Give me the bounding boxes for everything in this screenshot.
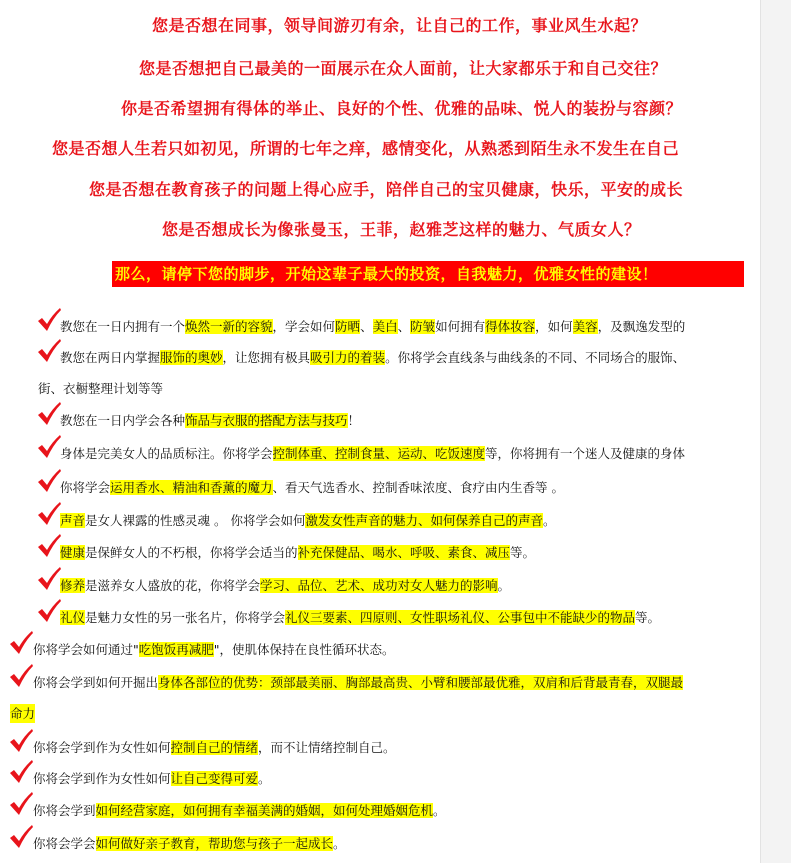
headline: 您是否想人生若只如初见，所谓的七年之痒，感情变化，从熟悉到陌生永不发生在自己	[52, 139, 680, 158]
highlighted-text: 学习、品位、艺术、成功对女人魅力的影响	[260, 578, 498, 593]
headline: 您是否想成长为像张曼玉，王菲，赵雅芝这样的魅力、气质女人？	[162, 220, 641, 239]
list-item-text	[60, 608, 760, 627]
red-checkmark-icon	[36, 598, 62, 624]
highlighted-text: 让自己变得可爱	[170, 771, 259, 786]
text-segment: ！	[347, 413, 361, 428]
highlighted-text: 声音	[60, 513, 86, 528]
text-segment: 。	[497, 578, 511, 593]
vertical-scrollbar[interactable]	[760, 0, 791, 863]
text-segment: 是魅力女性的另一张名片，你将学会	[85, 610, 286, 625]
list-item-text	[60, 348, 760, 367]
highlighted-text: 美容	[572, 319, 598, 334]
text-segment: 教您在两日内掌握	[60, 350, 161, 365]
list-item-text	[60, 576, 760, 595]
text-segment: 是女人裸露的性感灵魂 。 你将学会如何	[85, 513, 306, 528]
list-item-text	[60, 511, 760, 530]
text-segment: 。	[258, 771, 271, 786]
highlighted-text: ，帮助您与孩子一起成长	[195, 836, 334, 851]
text-segment: ，如何	[535, 319, 573, 334]
text-segment: ，让您拥有极具	[222, 350, 311, 365]
text-segment: 。你将学会直线条与曲线条的不同、不同场合的服饰、	[385, 350, 686, 365]
red-checkmark-icon	[36, 566, 62, 592]
text-segment: 、看天气选香水、控制香味浓度、食疗由内生香等 。	[272, 480, 565, 495]
list-item	[0, 348, 760, 396]
list-item-text	[33, 834, 760, 853]
highlighted-text: 控制自己的情绪	[170, 740, 259, 755]
text-segment: 等。	[510, 545, 536, 560]
text-segment: 、	[360, 319, 373, 334]
highlighted-text: 礼仪三要素、四原则、女性职场礼仪、公事包中不能缺少的物品	[285, 610, 636, 625]
red-checkmark-icon	[8, 663, 34, 689]
text-segment: ，及飘逸发型的	[597, 319, 686, 334]
text-segment: 你将会学到作为女性如何	[33, 740, 171, 755]
text-segment: "，使肌体保持在良性循环状态。	[213, 642, 395, 657]
highlighted-text: 美白	[372, 319, 398, 334]
text-segment: 是保鲜女人的不朽根，你将学会适当的	[85, 545, 298, 560]
red-checkmark-icon	[36, 307, 62, 333]
headline: 你是否希望拥有得体的举止、良好的个性、优雅的品味、悦人的装扮与容颜？	[121, 99, 683, 118]
text-segment: 教您在一日内拥有一个	[60, 319, 186, 334]
highlighted-text: 得体妆容	[485, 319, 536, 334]
highlighted-text: 焕然一新的容貌	[185, 319, 273, 334]
red-checkmark-icon	[36, 401, 62, 427]
highlighted-text: 吃饱饭再减肥	[138, 642, 214, 657]
red-checkmark-icon	[8, 791, 34, 817]
text-segment: 你将学会	[60, 480, 111, 495]
list-item-text-continued: 街、衣橱整理计划等等	[38, 381, 164, 396]
highlighted-text: 激发女性声音的魅力、如何保养自己的声音	[305, 513, 543, 528]
headline: 您是否想在教育孩子的问题上得心应手，陪伴自己的宝贝健康，快乐，平安的成长	[89, 180, 684, 199]
text-segment: 如何拥有	[435, 319, 486, 334]
text-segment: ，学会如何	[272, 319, 336, 334]
list-item-text	[33, 738, 760, 757]
headline: 您是否想把自己最美的一面展示在众人面前，让大家都乐于和自己交往？	[139, 59, 668, 78]
text-segment: 。	[542, 513, 556, 528]
call-to-action-banner: 那么，请停下您的脚步，开始这辈子最大的投资，自我魅力，优雅女性的建设！	[112, 261, 744, 287]
text-segment: ，而不让情绪控制自己。	[258, 740, 396, 755]
red-checkmark-icon	[36, 501, 62, 527]
list-item-text	[33, 673, 760, 692]
text-segment: 、	[397, 319, 411, 334]
text-segment: 你将会学到作为女性如何	[33, 771, 171, 786]
list-item-text	[60, 478, 760, 497]
list-item-text	[60, 411, 760, 430]
highlighted-text: 吸引力的着装	[310, 350, 386, 365]
highlighted-text: 如何经营家庭，如何拥有幸福美满的婚姻，如何处理婚姻危机	[95, 803, 434, 818]
text-segment: 身体是完美女人的品质标注。你将学会	[60, 446, 273, 461]
red-checkmark-icon	[8, 759, 34, 785]
headline: 您是否想在同事，领导间游刃有余，让自己的工作，事业风生水起？	[152, 16, 648, 35]
red-checkmark-icon	[36, 468, 62, 494]
highlighted-text: 礼仪	[60, 610, 86, 625]
highlighted-text: 健康	[60, 545, 86, 560]
highlighted-text: 防晒	[335, 319, 361, 334]
text-segment: 是滋养女人盛放的花，你将学会	[85, 578, 261, 593]
highlighted-text: 如何做好亲子教育	[95, 836, 196, 851]
red-checkmark-icon	[36, 533, 62, 559]
text-segment: 你将会学会	[33, 836, 96, 851]
list-item-text	[60, 444, 760, 463]
highlighted-text: 饰品与衣服的搭配方法与技巧	[185, 413, 348, 428]
list-item-text	[33, 801, 760, 820]
text-segment: 。	[433, 803, 446, 818]
highlighted-text: 服饰的奥妙	[160, 350, 223, 365]
highlighted-text: 补充保健品、喝水、呼吸、素食、减压	[297, 545, 511, 560]
text-segment: 你将会学到如何开掘出	[33, 675, 159, 690]
red-checkmark-icon	[36, 434, 62, 460]
text-segment: 你将学会如何通过"	[33, 642, 139, 657]
highlighted-text: 控制体重、控制食量、运动、吃饭速度	[272, 446, 486, 461]
list-item	[0, 834, 760, 863]
red-checkmark-icon	[8, 630, 34, 656]
text-segment: 教您在一日内学会各种	[60, 413, 186, 428]
text-segment: 。	[333, 836, 346, 851]
text-segment: 你将会学到	[33, 803, 96, 818]
red-checkmark-icon	[8, 824, 34, 850]
text-segment: 等，你将拥有一个迷人及健康的身体	[485, 446, 686, 461]
list-item-text	[33, 640, 760, 659]
highlighted-text: 防皱	[410, 319, 436, 334]
red-checkmark-icon	[36, 338, 62, 364]
list-item-text	[33, 769, 760, 788]
highlighted-text: 运用香水、精油和香薰的魔力	[110, 480, 273, 495]
text-segment: 等。	[635, 610, 661, 625]
list-item-text	[60, 543, 760, 562]
list-item	[0, 673, 760, 721]
list-item-text	[60, 317, 760, 336]
highlighted-text: 身体各部位的优势：颈部最美丽、胸部最高贵、小臂和腰部最优雅，双肩和后背最青春，双腿最	[158, 675, 684, 690]
highlighted-text: 修养	[60, 578, 86, 593]
red-checkmark-icon	[8, 728, 34, 754]
list-item-text-continued: 命力	[10, 706, 36, 721]
